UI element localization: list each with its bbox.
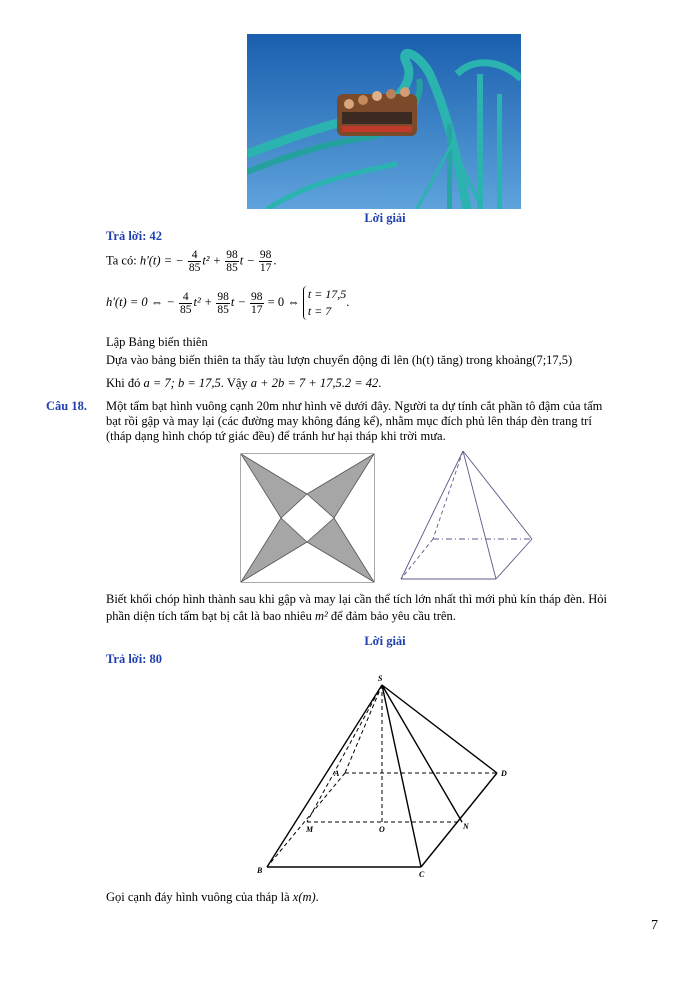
label-A: A xyxy=(334,769,340,778)
solution-heading-2: Lời giải xyxy=(364,634,406,648)
pyramid-figure-large xyxy=(250,672,520,882)
tarp-square-figure xyxy=(240,453,375,583)
table-line: Lập Bảng biến thiên xyxy=(106,335,208,349)
label-M: M xyxy=(306,825,314,834)
equation-line: h'(t) = 0 ⇔ − $\frac{4}{85}$ t² + $\frac{98}{85}$ t − $\frac{98}{17}$ = 0 ⇔ t = 17,5 t = 7. xyxy=(106,287,350,318)
derivative-line: Ta có: h'(t) = − $\frac{4}{85}$ t² + $\frac{98}{85}$ t − $\frac{98}{17}$ . xyxy=(106,249,277,274)
question-18-after-text: Biết khối chóp hình thành sau khi gập và may lại cần thể tích lớn nhất thì mới phủ kín tháp đèn. Hỏi phần diện tích tấm bạt bị cắt là bao nhiêu m² để đảm bảo yêu cầu trên. xyxy=(106,592,607,623)
question-18-label: Câu 18. xyxy=(46,399,87,413)
h-prime-lhs: h'(t) = − xyxy=(139,253,184,268)
fraction-98-17: $\frac{98}{17}$ xyxy=(259,249,272,274)
question-18-text: Một tấm bạt hình vuông cạnh 20m như hình vẽ dưới đây. Người ta dự tính cắt phần tô đậm của tấm bạt rồi gập và may lại (các đường may không đáng kể), nhằm mục đích phủ lên tháp đèn trang trí (tháp dạng hình chóp tứ giác đều) để tránh hư hại tháp khi trời mưa. xyxy=(106,399,603,443)
answer-1: Trả lời: 42 xyxy=(106,229,162,243)
solution-heading-1: Lời giải xyxy=(364,211,406,225)
label-C: C xyxy=(419,870,425,879)
conclusion-line: Dựa vào bảng biến thiên ta thấy tàu lượn chuyển động đi lên (h(t) tăng) trong khoảng(7;17,5) xyxy=(106,353,573,367)
label-S: S xyxy=(378,674,383,683)
ta-co-text: Ta có: xyxy=(106,253,137,268)
fraction-98-85: $\frac{98}{85}$ xyxy=(226,249,238,274)
fraction-4-85: $\frac{4}{85}$ xyxy=(188,249,201,274)
roller-coaster-photo xyxy=(247,34,521,209)
label-O: O xyxy=(379,825,385,834)
final-line: Khi đó a = 7; b = 17,5. Vậy a + 2b = 7 + 17,5.2 = 42. xyxy=(106,376,382,390)
label-N: N xyxy=(463,822,469,831)
label-B: B xyxy=(257,866,263,875)
roots-brace: t = 17,5 t = 7 xyxy=(303,286,346,320)
eq2-lhs: h'(t) = 0 ⇔ − xyxy=(106,294,175,309)
label-D: D xyxy=(501,769,507,778)
last-line: Gọi cạnh đáy hình vuông của tháp là x(m). xyxy=(106,890,319,904)
pyramid-figure-small xyxy=(396,447,536,585)
page-number: 7 xyxy=(651,918,658,933)
answer-2: Trả lời: 80 xyxy=(106,652,162,666)
